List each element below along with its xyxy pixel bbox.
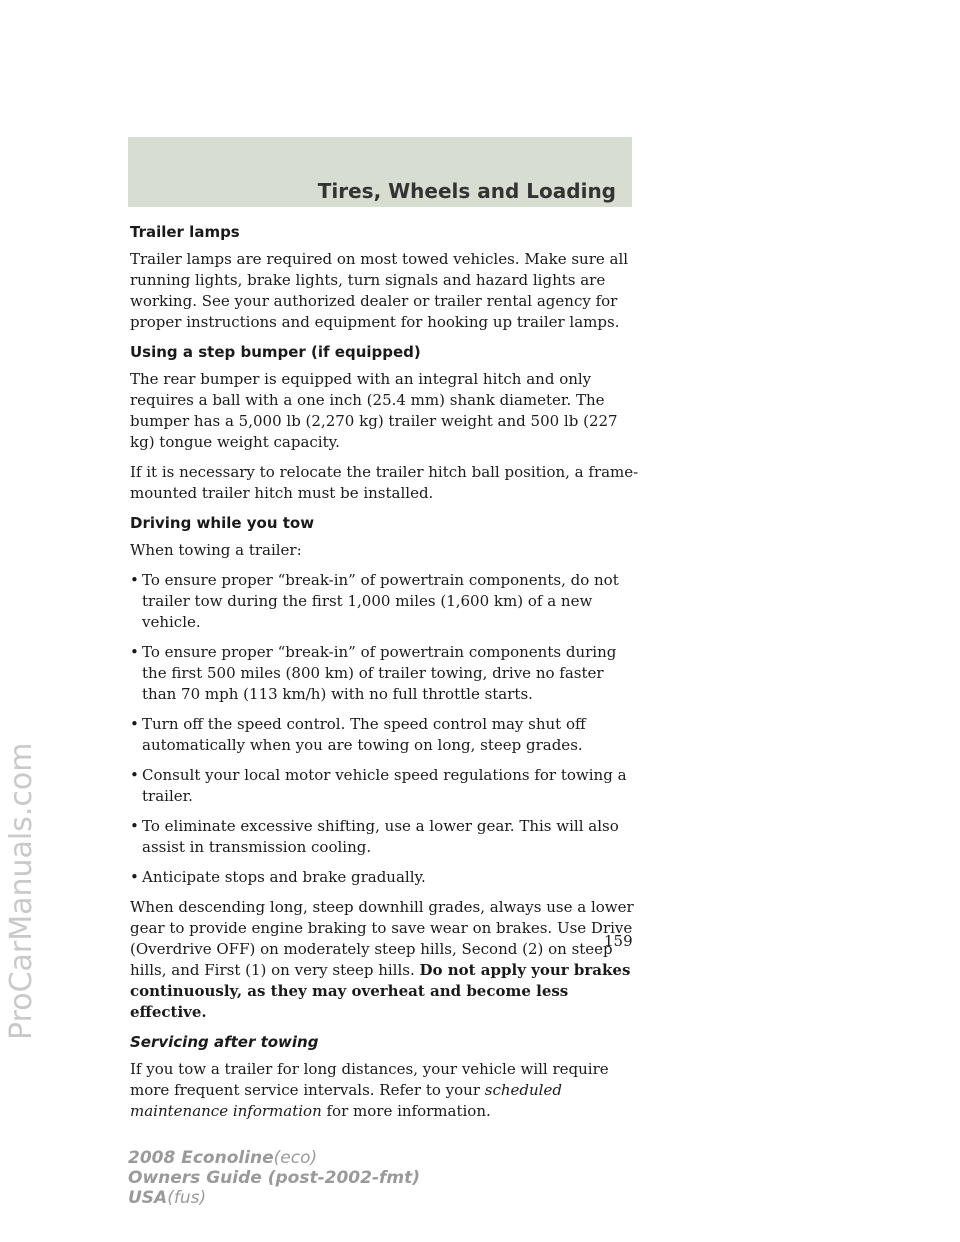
paragraph-trailer-lamps: Trailer lamps are required on most towed vehicles. Make sure all running lights, brake lights, turn signals and hazard lights are working. See your authorized dealer or trailer rental agency for proper instructions and equipment for hooking up trailer lamps. — [130, 250, 629, 331]
list-item — [130, 642, 640, 705]
heading-step-bumper: Using a step bumper (if equipped) — [130, 343, 421, 361]
footer-line-model — [128, 1148, 420, 1168]
list-item-text: To ensure proper “break-in” of powertrain components during the first 500 miles (800 km) of trailer towing, drive no faster than 70 mph (113 km/h) with no full throttle starts. — [142, 643, 617, 703]
heading-trailer-lamps: Trailer lamps — [130, 223, 240, 241]
servicing-text-end: for more information. — [321, 1102, 491, 1120]
footer-region: USA — [128, 1188, 168, 1208]
maintenance-reference: scheduled maintenance information — [130, 1081, 562, 1120]
paragraph-servicing — [130, 1059, 640, 1122]
footer-model: 2008 Econoline — [128, 1148, 274, 1168]
bullet-glyph: • — [130, 766, 139, 784]
list-item-text: Consult your local motor vehicle speed regulations for towing a trailer. — [142, 766, 627, 805]
list-item — [130, 816, 640, 858]
list-item — [130, 867, 640, 888]
paragraph-step-bumper-1: The rear bumper is equipped with an integral hitch and only requires a ball with a one inch (25.4 mm) shank diameter. The bumper has a 5,000 lb (2,270 kg) trailer weight and 500 lb (227 kg) tongue weight capacity. — [130, 370, 618, 451]
watermark-text: ProCarManuals.com — [4, 742, 39, 1040]
towing-tips-list — [130, 570, 640, 888]
bullet-glyph: • — [130, 643, 139, 661]
list-item-text: Anticipate stops and brake gradually. — [142, 868, 426, 886]
footer-region-code: (fus) — [167, 1188, 207, 1208]
brake-warning-text: Do not apply your brakes continuously, as they may overheat and become less effective. — [130, 961, 631, 1021]
watermark — [4, 480, 44, 1070]
list-item-text: Turn off the speed control. The speed control may shut off automatically when you are towing on long, steep grades. — [142, 715, 586, 754]
list-item-text: To ensure proper “break-in” of powertrain components, do not trailer tow during the first 1,000 miles (1,600 km) of a new vehicle. — [142, 571, 619, 631]
servicing-text-start: If you tow a trailer for long distances, your vehicle will require more frequent service intervals. Refer to your — [130, 1060, 609, 1099]
page-content — [130, 222, 640, 1131]
bullet-glyph: • — [130, 571, 139, 589]
list-item-text: To eliminate excessive shifting, use a lower gear. This will also assist in transmission cooling. — [142, 817, 619, 856]
list-item — [130, 765, 640, 807]
section-title: Tires, Wheels and Loading — [317, 179, 616, 203]
document-footer — [128, 1148, 420, 1208]
page-number: 159 — [604, 932, 633, 950]
heading-servicing-after-towing: Servicing after towing — [130, 1033, 319, 1051]
footer-model-code: (eco) — [273, 1148, 318, 1168]
list-item — [130, 570, 640, 633]
paragraph-driving-intro: When towing a trailer: — [130, 541, 302, 559]
bullet-glyph: • — [130, 868, 139, 886]
bullet-glyph: • — [130, 817, 139, 835]
section-header-band — [128, 137, 632, 207]
bullet-glyph: • — [130, 715, 139, 733]
descending-text: When descending long, steep downhill grades, always use a lower gear to provide engine braking to save wear on brakes. Use Drive (Overdrive OFF) on moderately steep hills, Second (2) on steep hills, and First (1) on very steep hills. — [130, 898, 634, 979]
paragraph-descending-grades — [130, 897, 640, 1023]
paragraph-step-bumper-2: If it is necessary to relocate the trailer hitch ball position, a frame-mounted trailer hitch must be installed. — [130, 463, 639, 502]
footer-line-region — [128, 1188, 420, 1208]
heading-driving-while-tow: Driving while you tow — [130, 514, 315, 532]
footer-guide: Owners Guide (post-2002-fmt) — [128, 1168, 421, 1188]
list-item — [130, 714, 640, 756]
